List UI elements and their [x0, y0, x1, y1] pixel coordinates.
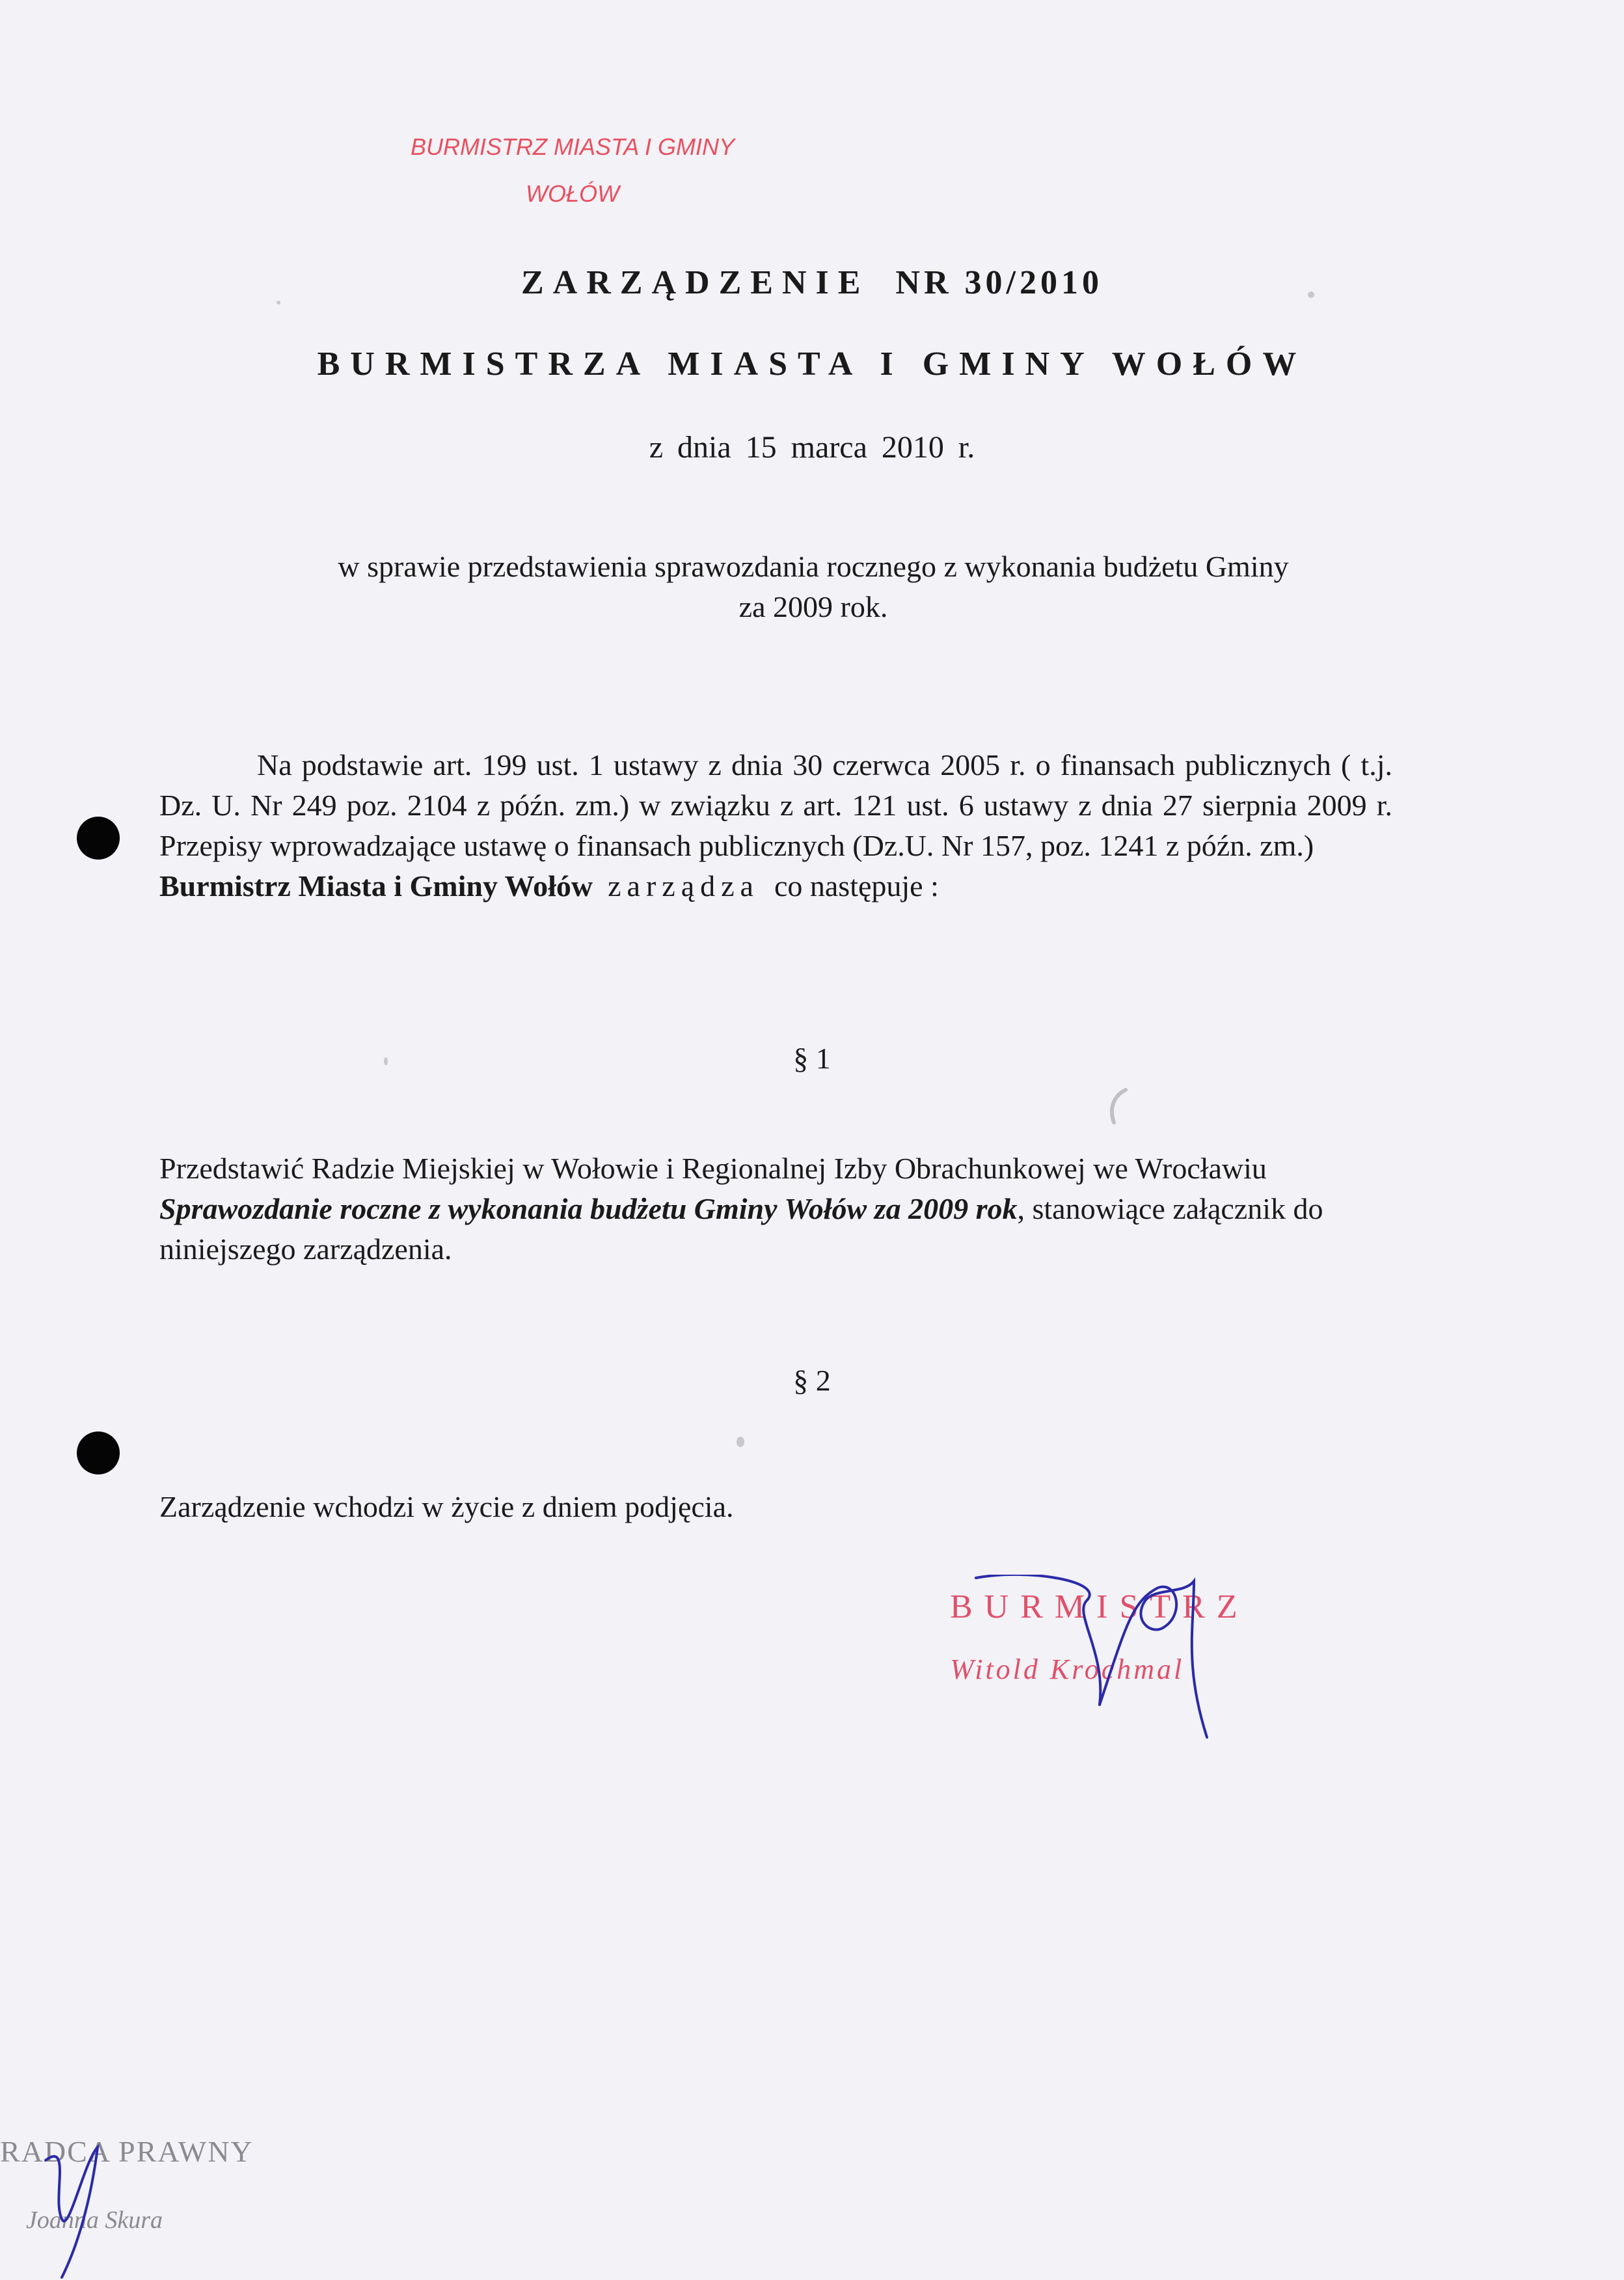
section1-text	[159, 1148, 1396, 1269]
section2-text: Zarządzenie wchodzi w życie z dniem podjęcia.	[159, 1490, 734, 1523]
preamble-authority: Burmistrz Miasta i Gminy Wołów	[159, 869, 593, 903]
header-stamp-line2: WOŁÓW	[526, 180, 619, 207]
legal-stamp-name: Joanna Skura	[26, 2206, 163, 2234]
signature-stamp-name: Witold Krochmal	[950, 1653, 1185, 1685]
subject-line2: za 2009 rok.	[738, 590, 888, 623]
legal-advisor-stamp	[0, 2121, 338, 2280]
section1-sign: § 1	[793, 1042, 831, 1075]
document-date: z dnia 15 marca 2010 r.	[649, 430, 975, 465]
scan-speck	[737, 1437, 744, 1447]
legal-stamp-title: RADCA PRAWNY	[0, 2135, 254, 2168]
header-stamp	[364, 124, 781, 217]
preamble	[159, 745, 1392, 906]
document-title	[0, 264, 1624, 302]
section1-text-before: Przedstawić Radzie Miejskiej w Wołowie i Regionalnej Izby Obrachunkowej we Wrocławiu	[159, 1152, 1267, 1185]
handwritten-signature	[937, 1575, 1301, 1744]
title-word: ZARZĄDZENIE	[521, 264, 870, 301]
subject-line1: w sprawie przedstawienia sprawozdania rocznego z wykonania budżetu Gminy	[338, 550, 1289, 583]
punch-hole-bottom	[77, 1432, 120, 1474]
punch-hole-top	[77, 817, 120, 860]
scan-speck	[384, 1057, 388, 1065]
scan-speck	[277, 301, 280, 305]
scan-mark	[1100, 1087, 1132, 1126]
section1-text-after: , stanowiące załącznik do niniejszego zarządzenia.	[159, 1192, 1323, 1266]
title-number: NR 30/2010	[895, 264, 1103, 301]
signature-stamp	[937, 1575, 1301, 1744]
header-stamp-line1: BURMISTRZ MIASTA I GMINY	[410, 133, 735, 160]
scan-speck	[1308, 292, 1314, 298]
signature-stamp-title: BURMISTRZ	[950, 1588, 1249, 1625]
section2-sign: § 2	[793, 1364, 831, 1397]
preamble-text: Na podstawie art. 199 ust. 1 ustawy z dnia 30 czerwca 2005 r. o finansach publicznych ( t.j. Dz. U. Nr 249 poz. 2104 z późn. zm.) w związku z art. 121 ust. 6 ustawy z dnia 27 sierpnia 2009 r. Przepisy wprowadzające ustawę o finansach publicznych (Dz.U. Nr 157, poz. 1241 z późn. zm.)	[159, 748, 1392, 862]
subject	[195, 547, 1431, 627]
preamble-tail: co następuje :	[774, 869, 939, 903]
legal-handwritten-signature	[0, 2121, 338, 2280]
issuer-title: BURMISTRZA MIASTA I GMINY WOŁÓW	[317, 346, 1307, 383]
section1-emphasis: Sprawozdanie roczne z wykonania budżetu Gminy Wołów za 2009 rok	[159, 1192, 1018, 1225]
preamble-verb: zarządza	[608, 869, 759, 903]
